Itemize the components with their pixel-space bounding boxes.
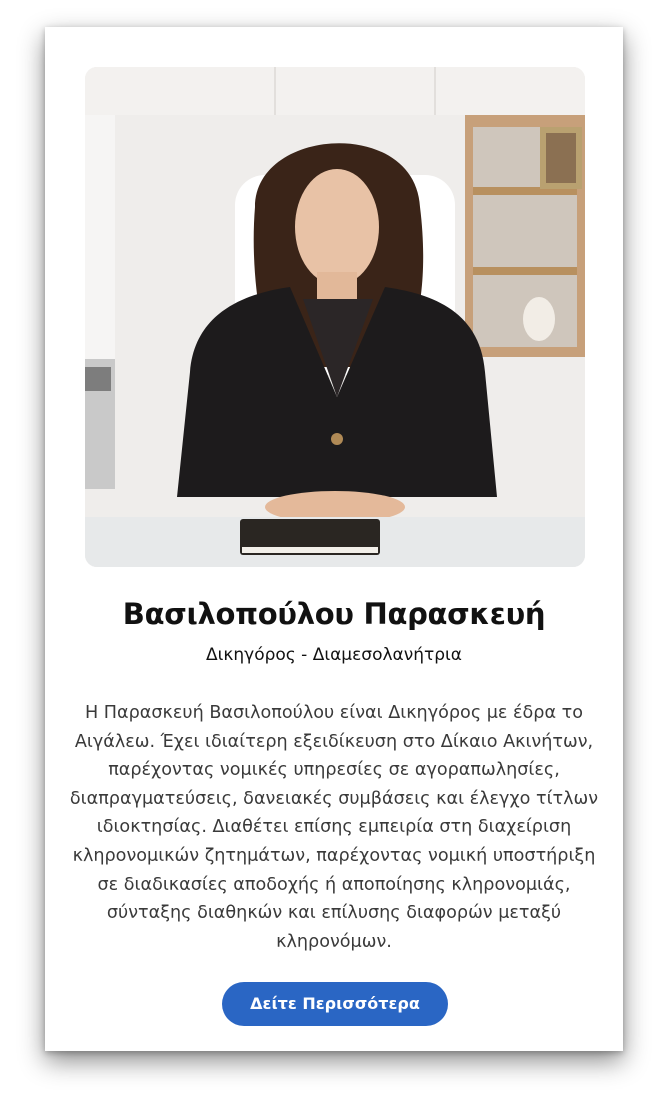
profile-bio: Η Παρασκευή Βασιλοπούλου είναι Δικηγόρος με έδρα το Αιγάλεω. Έχει ιδιαίτερη εξειδίκευση στο Δίκαιο Ακινήτων, παρέχοντας νομικές υπηρεσίες σε αγοραπωλησίες, διαπραγματεύσεις, δανειακές συμβάσεις και έλεγχο τίτλων ιδιοκτησίας. Διαθέτει επίσης εμπειρία στη διαχείριση κληρονομικών ζητημάτων, παρέχοντας νομική υποστήριξη σε διαδικασίες αποδοχής ή αποποίησης κληρονομιάς, σύνταξης διαθηκών και επίλυσης διαφορών μεταξύ κληρονόμων. (69, 703, 599, 952)
profile-name: Βασιλοπούλου Παρασκευή (122, 597, 546, 631)
profile-role: Δικηγόρος - Διαμεσολανήτρια (205, 645, 463, 665)
profile-card (45, 27, 623, 1051)
profile-photo (85, 67, 585, 567)
see-more-button[interactable]: Δείτε Περισσότερα (222, 982, 448, 1026)
